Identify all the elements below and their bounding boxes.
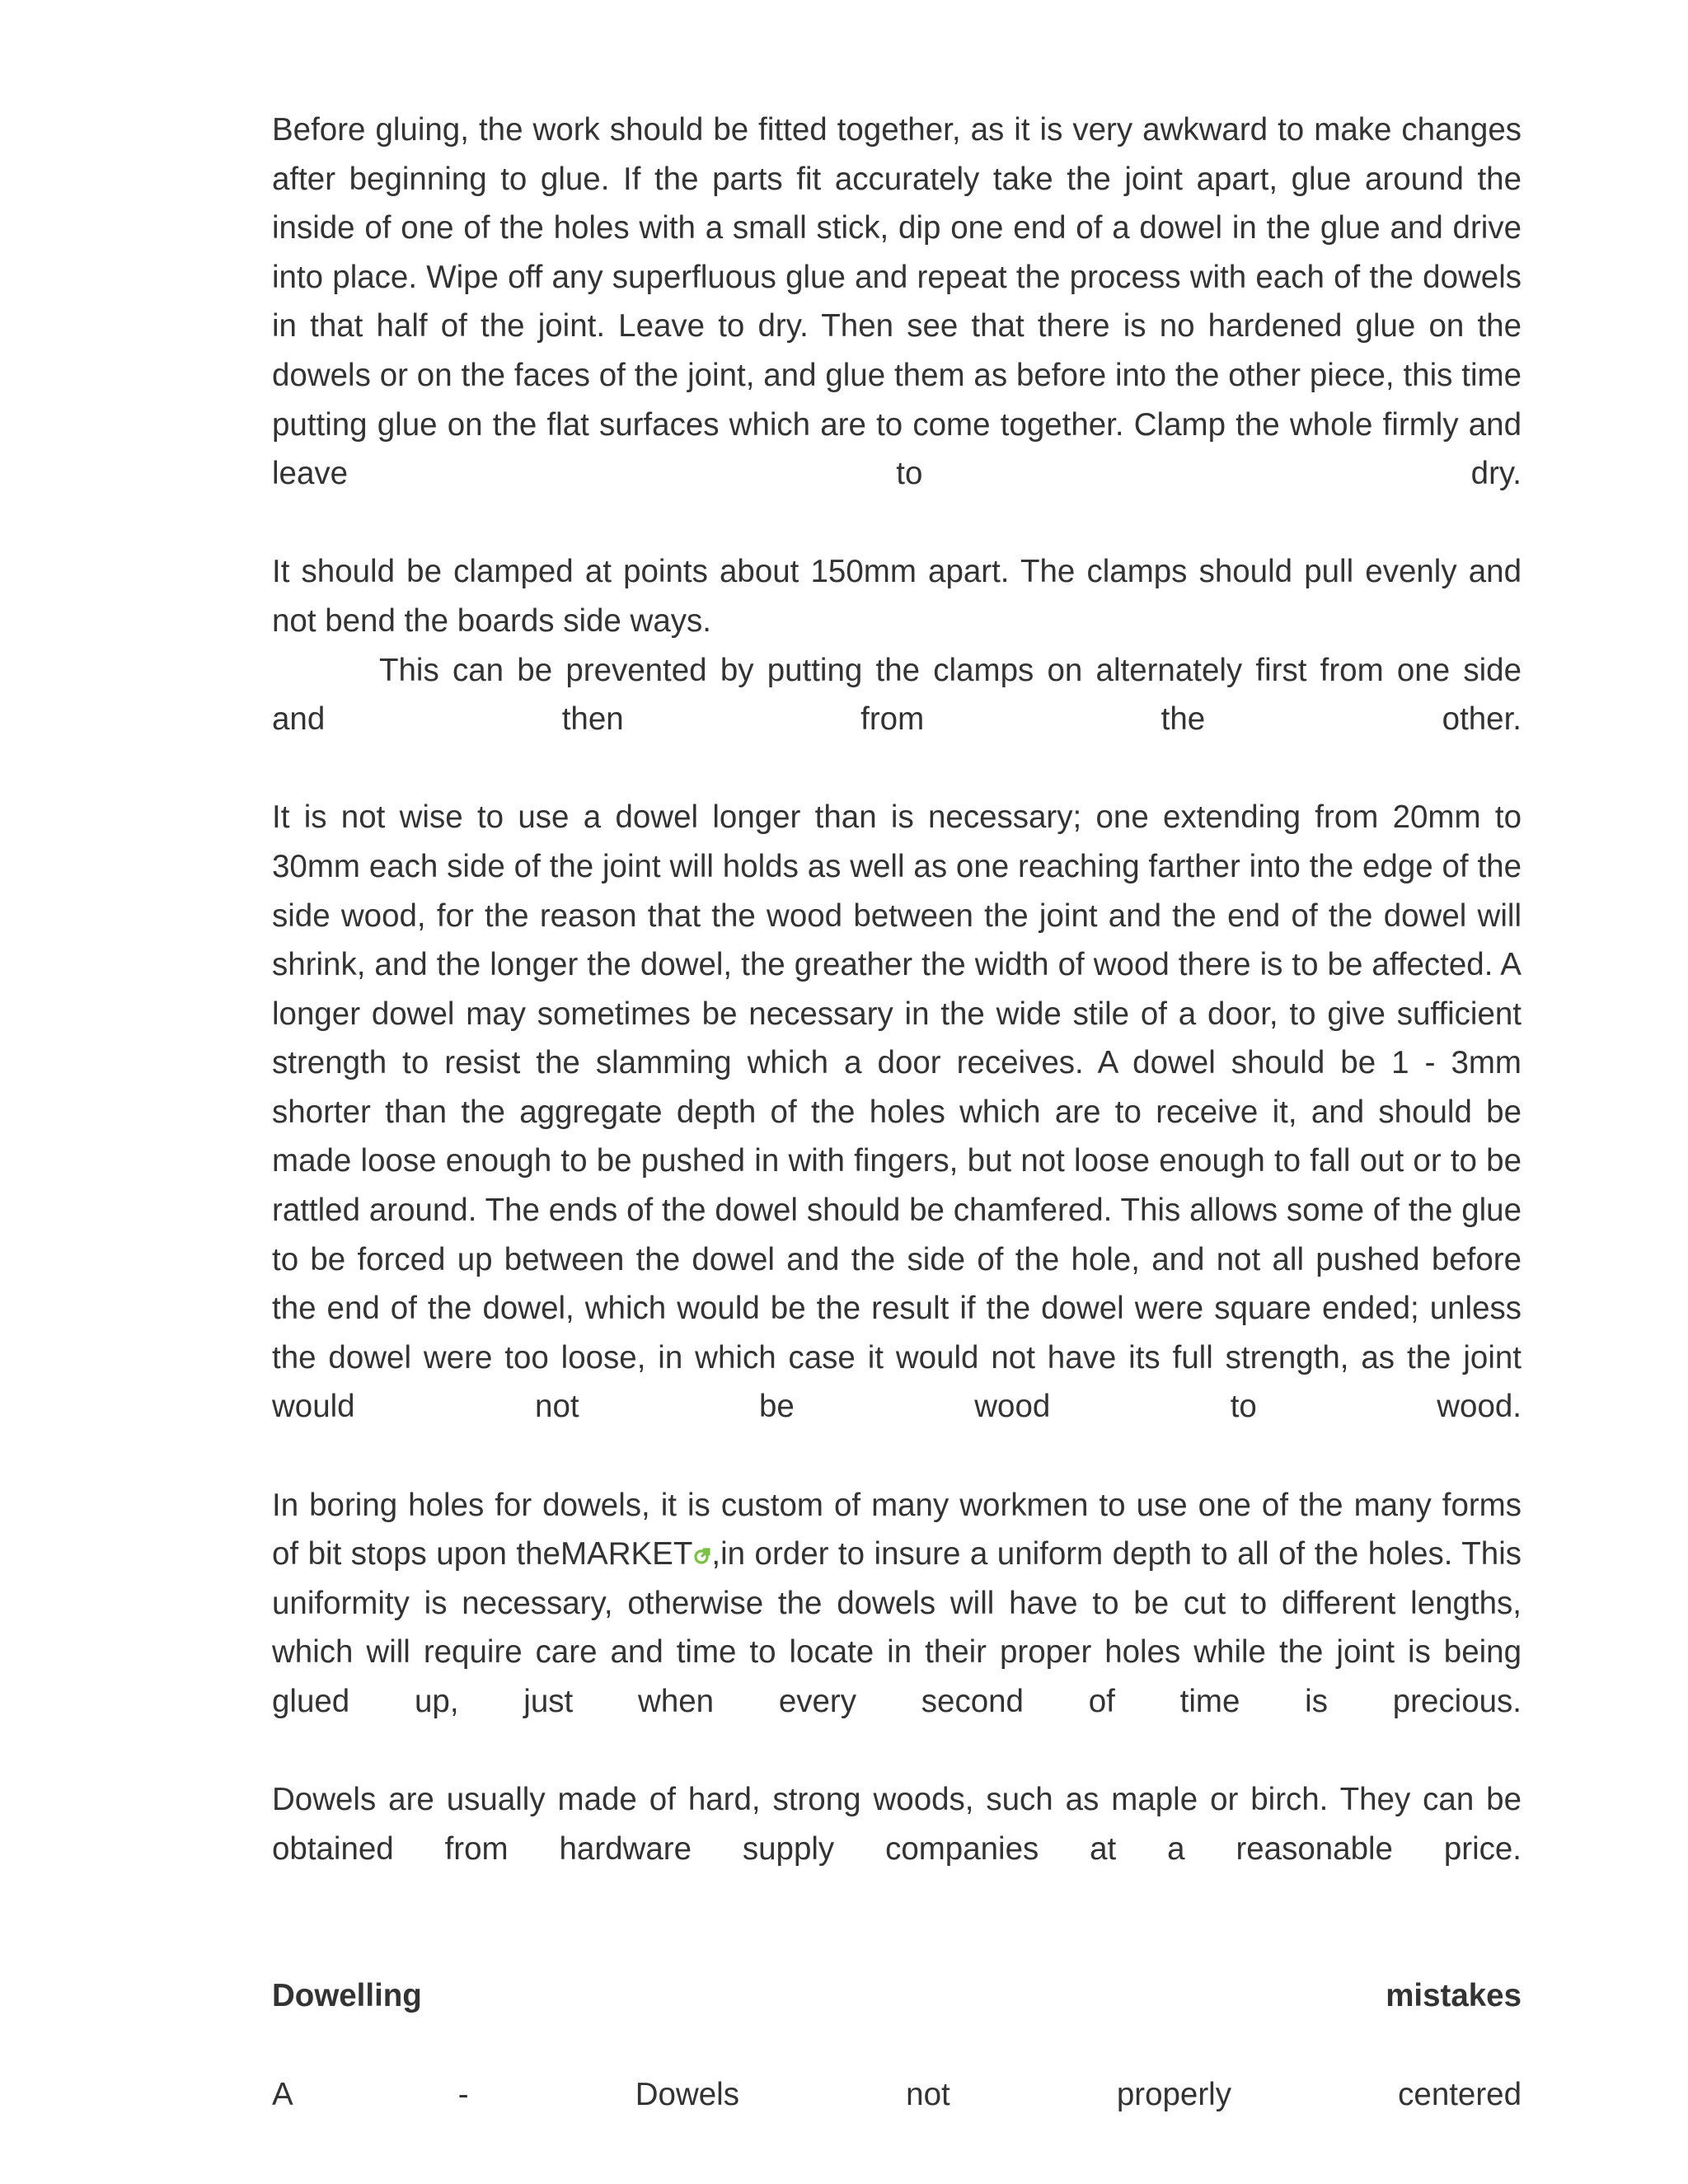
list-item-a: A - Dowels not properly centered (272, 2076, 1522, 2112)
paragraph-gap (272, 499, 1522, 548)
paragraph-boring-holes (272, 1481, 1522, 1727)
paragraph-gap (272, 2021, 1522, 2070)
market-link[interactable]: MARKET (560, 1536, 693, 1572)
paragraph-gap (272, 1727, 1522, 1776)
paragraph-gluing: Before gluing, the work should be fitted together, as it is very awkward to make changes after beginning to glue. If the parts fit accurately take the joint apart, glue around the inside of one of the holes with a small stick, dip one end of a dowel in the glue and drive into place. Wipe off any superfluous glue and repeat the process with each of the dowels in that half of the joint. Leave to dry. Then see that there is no hardened glue on the dowels or on the faces of the joint, and glue them as before into the other piece, this time putting glue on the flat surfaces which are to come together. Clamp the whole firmly and leave to dry. (272, 112, 1522, 492)
paragraph-clamp-alternate: This can be prevented by putting the clamps on alternately first from one side and then from the other. (272, 652, 1522, 738)
external-link-icon[interactable] (693, 1547, 711, 1565)
paragraph-clamping: It should be clamped at points about 150mm apart. The clamps should pull evenly and not bend the boards side ways. (272, 554, 1522, 639)
document-page (272, 105, 1522, 2119)
section-gap (272, 1873, 1522, 1971)
boring-text-after: ,in order to insure a uniform depth to all of the holes. This uniformity is necessary, otherwise the dowels will have to be cut to different lengths, which will require care and time to locate in their proper holes while the joint is being glued up, just when every second of time is precious. (272, 1536, 1522, 1719)
paragraph-gap (272, 744, 1522, 794)
paragraph-dowel-materials: Dowels are usually made of hard, strong woods, such as maple or birch. They can be obtained from hardware supply companies at a reasonable price. (272, 1782, 1522, 1867)
section-heading: Dowelling mistakes (272, 1978, 1522, 2014)
paragraph-gap (272, 1432, 1522, 1481)
paragraph-dowel-length: It is not wise to use a dowel longer than is necessary; one extending from 20mm to 30mm each side of the joint will holds as well as one reaching farther into the edge of the side wood, for the reason that the wood between the joint and the end of the dowel will shrink, and the longer the dowel, the greather the width of wood there is to be affected. A longer dowel may sometimes be necessary in the wide stile of a door, to give sufficient strength to resist the slamming which a door receives. A dowel should be 1 - 3mm shorter than the aggregate depth of the holes which are to receive it, and should be made loose enough to be pushed in with fingers, but not loose enough to fall out or to be rattled around. The ends of the dowel should be chamfered. This allows some of the glue to be forced up between the dowel and the side of the hole, and not all pushed before the end of the dowel, which would be the result if the dowel were square ended; unless the dowel were too loose, in which case it would not have its full strength, as the joint would not be wood to wood. (272, 799, 1522, 1425)
boring-text-before: In boring holes for dowels, it is custom of many workmen to use one of the many forms of bit stops upon the (272, 1487, 1522, 1572)
